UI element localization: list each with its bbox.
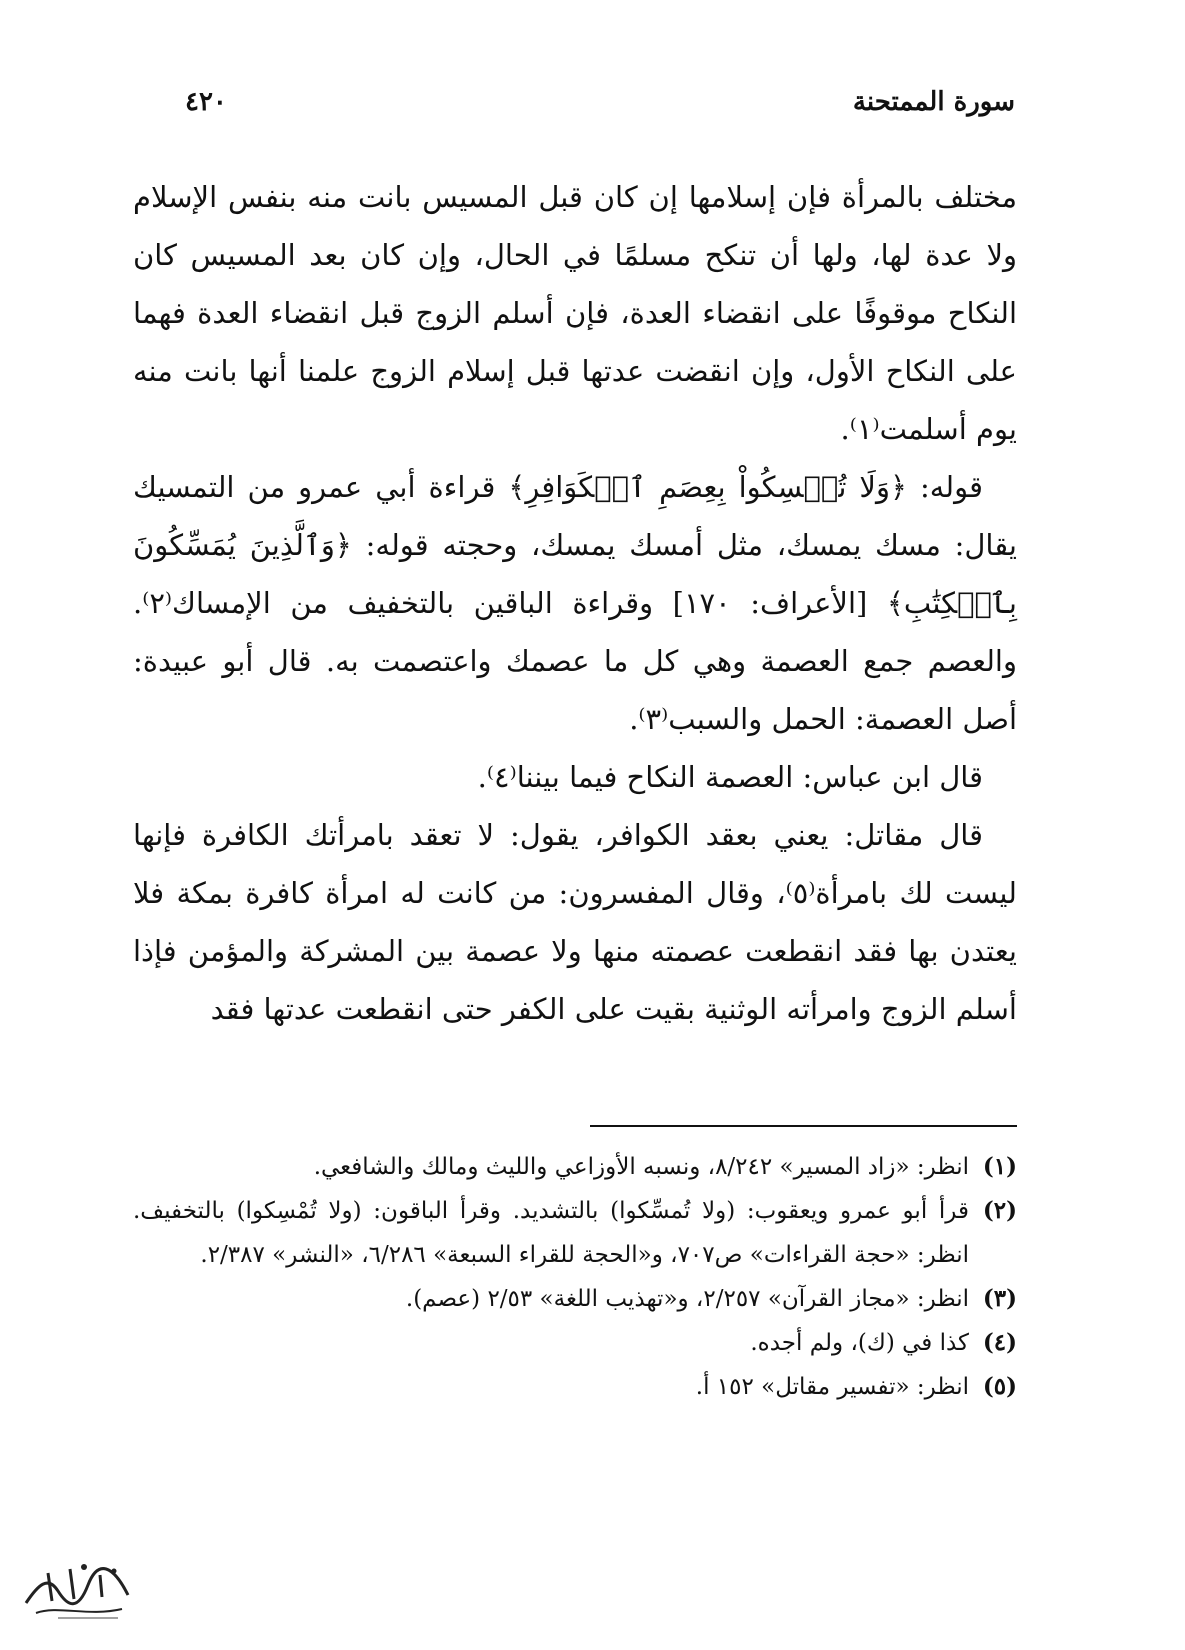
library-stamp-icon	[18, 1555, 138, 1623]
paragraph: قال ابن عباس: العصمة النكاح فيما بيننا⁽٤⁾.	[477, 760, 983, 794]
page-number: ٤٢٠	[185, 87, 227, 117]
footnote-text: انظر: «تفسير مقاتل» ١٥٢ أ.	[695, 1374, 969, 1400]
footnote	[133, 1365, 1017, 1409]
footnote-number: (٤)	[982, 1329, 1017, 1356]
footnote-text: كذا في (ك)، ولم أجده.	[750, 1330, 969, 1356]
footnote	[133, 1321, 1017, 1365]
footnote-text: انظر: «زاد المسير» ٨/٢٤٢، ونسبه الأوزاعي والليث ومالك والشافعي.	[313, 1154, 969, 1180]
footnote-number: (١)	[982, 1153, 1017, 1180]
footnote-number: (٥)	[982, 1373, 1017, 1400]
paragraph: قال مقاتل: يعني بعقد الكوافر، يقول: لا تعقد بامرأتك الكافرة فإنها ليست لك بامرأة⁽٥⁾، وقال المفسرون: من كانت له امرأة كافرة بمكة فلا يعتدن بها فقد انقطعت عصمته منها ولا عصمة بين المشركة والمؤمن فإذا أسلم الزوج وامرأته الوثنية بقيت على الكفر حتى انقطعت عدتها فقد	[133, 818, 1017, 1026]
footnote-text: قرأ أبو عمرو ويعقوب: (ولا تُمسِّكوا) بالتشديد. وقرأ الباقون: (ولا تُمْسِكوا) بالتخفيف. انظر: «حجة القراءات» ص٧٠٧، و«الحجة للقراء السبعة» ٦/٢٨٦، «النشر» ٢/٣٨٧.	[133, 1198, 969, 1268]
footnote	[133, 1189, 1017, 1277]
page-header	[185, 82, 1015, 122]
footnote-number: (٢)	[982, 1197, 1017, 1224]
footnote-number: (٣)	[982, 1285, 1017, 1312]
footnotes	[133, 1145, 1017, 1409]
main-text	[133, 168, 1017, 1038]
paragraph: قوله: ﴿وَلَا تُمۡسِكُواْ بِعِصَمِ ٱلۡكَوَافِرِ﴾ قراءة أبي عمرو من التمسيك يقال: مسك يمسك، مثل أمسك يمسك، وحجته قوله: ﴿وَٱلَّذِينَ يُمَسِّكُونَ بِٱلۡكِتَٰبِ﴾ [الأعراف: ١٧٠] وقراءة الباقين بالتخفيف من الإمساك⁽٢⁾. والعصم جمع العصمة وهي كل ما عصمك واعتصمت به. قال أبو عبيدة: أصل العصمة: الحمل والسبب⁽٣⁾.	[133, 470, 1017, 736]
stamp-graphic	[18, 1555, 138, 1623]
footnote-text: انظر: «مجاز القرآن» ٢/٢٥٧، و«تهذيب اللغة» ٢/٥٣ (عصم).	[405, 1286, 969, 1312]
footnote	[133, 1145, 1017, 1189]
footnote	[133, 1277, 1017, 1321]
paragraph: مختلف بالمرأة فإن إسلامها إن كان قبل المسيس بانت منه بنفس الإسلام ولا عدة لها، ولها أن تنكح مسلمًا في الحال، وإن كان بعد المسيس كان النكاح موقوفًا على انقضاء العدة، فإن أسلم الزوج قبل انقضاء العدة فهما على النكاح الأول، وإن انقضت عدتها قبل إسلام الزوج علمنا أنها بانت منه يوم أسلمت⁽١⁾.	[133, 180, 1017, 446]
footnote-divider	[590, 1125, 1017, 1127]
surah-title: سورة الممتحنة	[852, 87, 1015, 117]
